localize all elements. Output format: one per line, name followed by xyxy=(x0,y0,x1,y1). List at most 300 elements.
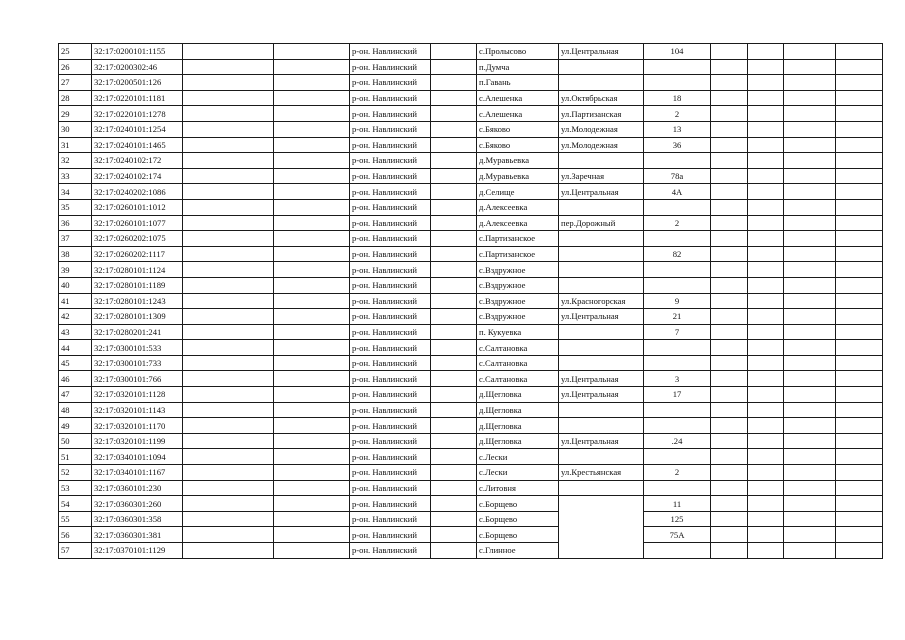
house-number-cell: 4А xyxy=(644,184,711,200)
empty-cell xyxy=(183,309,274,325)
empty-cell xyxy=(274,433,350,449)
empty-cell xyxy=(784,215,836,231)
cadastral-number-cell: 32:17:0240202:1086 xyxy=(92,184,183,200)
street-cell xyxy=(559,355,644,371)
settlement-cell: с.Партизанское xyxy=(477,246,559,262)
row-number-cell: 48 xyxy=(59,402,92,418)
empty-cell xyxy=(836,496,883,512)
empty-cell xyxy=(431,137,477,153)
cadastral-number-cell: 32:17:0200302:46 xyxy=(92,59,183,75)
empty-cell xyxy=(784,153,836,169)
settlement-cell: с.Лески xyxy=(477,465,559,481)
settlement-cell: с.Пролысово xyxy=(477,44,559,60)
row-number-cell: 49 xyxy=(59,418,92,434)
district-cell: р-он. Навлинский xyxy=(350,168,431,184)
empty-cell xyxy=(274,543,350,559)
empty-cell xyxy=(836,59,883,75)
empty-cell xyxy=(784,121,836,137)
district-cell: р-он. Навлинский xyxy=(350,371,431,387)
empty-cell xyxy=(784,309,836,325)
empty-cell xyxy=(784,293,836,309)
empty-cell xyxy=(183,231,274,247)
table-row xyxy=(59,106,883,122)
empty-cell xyxy=(431,199,477,215)
empty-cell xyxy=(183,90,274,106)
empty-cell xyxy=(431,418,477,434)
row-number-cell: 31 xyxy=(59,137,92,153)
cadastral-number-cell: 32:17:0340101:1094 xyxy=(92,449,183,465)
empty-cell xyxy=(711,449,748,465)
empty-cell xyxy=(183,44,274,60)
house-number-cell: 2 xyxy=(644,106,711,122)
empty-cell xyxy=(836,121,883,137)
settlement-cell: с.Вздружное xyxy=(477,293,559,309)
street-cell: ул.Центральная xyxy=(559,44,644,60)
empty-cell xyxy=(431,121,477,137)
empty-cell xyxy=(711,309,748,325)
cadastral-number-cell: 32:17:0260101:1077 xyxy=(92,215,183,231)
empty-cell xyxy=(748,246,784,262)
district-cell: р-он. Навлинский xyxy=(350,543,431,559)
empty-cell xyxy=(183,387,274,403)
street-cell xyxy=(559,496,644,512)
empty-cell xyxy=(784,90,836,106)
district-cell: р-он. Навлинский xyxy=(350,121,431,137)
row-number-cell: 52 xyxy=(59,465,92,481)
empty-cell xyxy=(711,215,748,231)
empty-cell xyxy=(711,246,748,262)
street-cell xyxy=(559,418,644,434)
empty-cell xyxy=(784,449,836,465)
empty-cell xyxy=(431,527,477,543)
empty-cell xyxy=(748,449,784,465)
empty-cell xyxy=(274,496,350,512)
district-cell: р-он. Навлинский xyxy=(350,449,431,465)
house-number-cell xyxy=(644,418,711,434)
table-row xyxy=(59,215,883,231)
empty-cell xyxy=(748,231,784,247)
empty-cell xyxy=(711,387,748,403)
empty-cell xyxy=(274,199,350,215)
street-cell: ул.Молодежная xyxy=(559,121,644,137)
district-cell: р-он. Навлинский xyxy=(350,465,431,481)
table-row xyxy=(59,340,883,356)
district-cell: р-он. Навлинский xyxy=(350,527,431,543)
district-cell: р-он. Навлинский xyxy=(350,387,431,403)
empty-cell xyxy=(836,355,883,371)
settlement-cell: д.Селище xyxy=(477,184,559,200)
district-cell: р-он. Навлинский xyxy=(350,402,431,418)
empty-cell xyxy=(784,262,836,278)
empty-cell xyxy=(274,215,350,231)
empty-cell xyxy=(784,543,836,559)
house-number-cell xyxy=(644,262,711,278)
empty-cell xyxy=(748,184,784,200)
table-row xyxy=(59,59,883,75)
district-cell: р-он. Навлинский xyxy=(350,511,431,527)
empty-cell xyxy=(836,433,883,449)
cadastral-number-cell: 32:17:0240101:1465 xyxy=(92,137,183,153)
row-number-cell: 28 xyxy=(59,90,92,106)
empty-cell xyxy=(784,44,836,60)
empty-cell xyxy=(711,184,748,200)
house-number-cell: 36 xyxy=(644,137,711,153)
district-cell: р-он. Навлинский xyxy=(350,355,431,371)
row-number-cell: 35 xyxy=(59,199,92,215)
table-row xyxy=(59,262,883,278)
empty-cell xyxy=(431,90,477,106)
cadastral-number-cell: 32:17:0220101:1181 xyxy=(92,90,183,106)
cadastral-number-cell: 32:17:0370101:1129 xyxy=(92,543,183,559)
row-number-cell: 42 xyxy=(59,309,92,325)
empty-cell xyxy=(836,418,883,434)
house-number-cell: 9 xyxy=(644,293,711,309)
empty-cell xyxy=(711,199,748,215)
cadastral-number-cell: 32:17:0260101:1012 xyxy=(92,199,183,215)
table-row xyxy=(59,168,883,184)
house-number-cell: 2 xyxy=(644,465,711,481)
empty-cell xyxy=(183,293,274,309)
cadastral-number-cell: 32:17:0340101:1167 xyxy=(92,465,183,481)
empty-cell xyxy=(183,168,274,184)
empty-cell xyxy=(183,199,274,215)
empty-cell xyxy=(274,371,350,387)
empty-cell xyxy=(748,168,784,184)
empty-cell xyxy=(274,324,350,340)
empty-cell xyxy=(431,511,477,527)
empty-cell xyxy=(183,246,274,262)
empty-cell xyxy=(748,465,784,481)
row-number-cell: 45 xyxy=(59,355,92,371)
empty-cell xyxy=(183,106,274,122)
house-number-cell xyxy=(644,231,711,247)
district-cell: р-он. Навлинский xyxy=(350,199,431,215)
district-cell: р-он. Навлинский xyxy=(350,246,431,262)
cadastral-number-cell: 32:17:0280101:1243 xyxy=(92,293,183,309)
table-row xyxy=(59,44,883,60)
empty-cell xyxy=(274,277,350,293)
house-number-cell: 125 xyxy=(644,511,711,527)
empty-cell xyxy=(183,449,274,465)
empty-cell xyxy=(431,480,477,496)
empty-cell xyxy=(711,496,748,512)
empty-cell xyxy=(711,340,748,356)
street-cell: ул.Центральная xyxy=(559,387,644,403)
empty-cell xyxy=(784,355,836,371)
house-number-cell: 11 xyxy=(644,496,711,512)
empty-cell xyxy=(836,277,883,293)
house-number-cell: 75А xyxy=(644,527,711,543)
empty-cell xyxy=(836,199,883,215)
empty-cell xyxy=(183,184,274,200)
empty-cell xyxy=(274,387,350,403)
row-number-cell: 53 xyxy=(59,480,92,496)
empty-cell xyxy=(431,215,477,231)
empty-cell xyxy=(836,511,883,527)
empty-cell xyxy=(711,153,748,169)
empty-cell xyxy=(183,121,274,137)
empty-cell xyxy=(274,418,350,434)
empty-cell xyxy=(748,527,784,543)
table-row xyxy=(59,137,883,153)
empty-cell xyxy=(274,184,350,200)
empty-cell xyxy=(274,231,350,247)
street-cell xyxy=(559,277,644,293)
table-row xyxy=(59,153,883,169)
cadastral-number-cell: 32:17:0320101:1143 xyxy=(92,402,183,418)
empty-cell xyxy=(431,106,477,122)
empty-cell xyxy=(711,121,748,137)
empty-cell xyxy=(183,355,274,371)
settlement-cell: с.Салтановка xyxy=(477,340,559,356)
empty-cell xyxy=(431,387,477,403)
empty-cell xyxy=(784,246,836,262)
empty-cell xyxy=(711,90,748,106)
empty-cell xyxy=(748,371,784,387)
empty-cell xyxy=(836,527,883,543)
house-number-cell xyxy=(644,340,711,356)
house-number-cell xyxy=(644,543,711,559)
house-number-cell: 2 xyxy=(644,215,711,231)
empty-cell xyxy=(748,355,784,371)
district-cell: р-он. Навлинский xyxy=(350,277,431,293)
empty-cell xyxy=(711,433,748,449)
empty-cell xyxy=(748,277,784,293)
empty-cell xyxy=(836,153,883,169)
table-row xyxy=(59,75,883,91)
empty-cell xyxy=(183,371,274,387)
cadastral-number-cell: 32:17:0320101:1199 xyxy=(92,433,183,449)
empty-cell xyxy=(784,199,836,215)
empty-cell xyxy=(183,511,274,527)
table-row xyxy=(59,433,883,449)
street-cell xyxy=(559,511,644,527)
house-number-cell: 21 xyxy=(644,309,711,325)
empty-cell xyxy=(183,402,274,418)
settlement-cell: с.Алешенка xyxy=(477,106,559,122)
empty-cell xyxy=(711,59,748,75)
empty-cell xyxy=(431,231,477,247)
empty-cell xyxy=(711,355,748,371)
cadastral-number-cell: 32:17:0360101:230 xyxy=(92,480,183,496)
table-row xyxy=(59,543,883,559)
row-number-cell: 47 xyxy=(59,387,92,403)
settlement-cell: с.Лески xyxy=(477,449,559,465)
empty-cell xyxy=(274,44,350,60)
street-cell: ул.Центральная xyxy=(559,433,644,449)
row-number-cell: 32 xyxy=(59,153,92,169)
empty-cell xyxy=(748,121,784,137)
empty-cell xyxy=(183,527,274,543)
empty-cell xyxy=(836,480,883,496)
empty-cell xyxy=(431,402,477,418)
district-cell: р-он. Навлинский xyxy=(350,44,431,60)
empty-cell xyxy=(431,153,477,169)
empty-cell xyxy=(836,324,883,340)
empty-cell xyxy=(784,418,836,434)
empty-cell xyxy=(784,168,836,184)
empty-cell xyxy=(274,293,350,309)
empty-cell xyxy=(748,90,784,106)
empty-cell xyxy=(836,137,883,153)
empty-cell xyxy=(431,246,477,262)
row-number-cell: 40 xyxy=(59,277,92,293)
empty-cell xyxy=(431,543,477,559)
settlement-cell: п. Кукуевка xyxy=(477,324,559,340)
registry-table-body xyxy=(59,44,883,559)
cadastral-number-cell: 32:17:0280101:1124 xyxy=(92,262,183,278)
empty-cell xyxy=(274,449,350,465)
row-number-cell: 43 xyxy=(59,324,92,340)
table-row xyxy=(59,387,883,403)
row-number-cell: 30 xyxy=(59,121,92,137)
empty-cell xyxy=(274,402,350,418)
street-cell: ул.Центральная xyxy=(559,309,644,325)
district-cell: р-он. Навлинский xyxy=(350,75,431,91)
empty-cell xyxy=(748,387,784,403)
cadastral-number-cell: 32:17:0260202:1117 xyxy=(92,246,183,262)
house-number-cell xyxy=(644,59,711,75)
table-row xyxy=(59,121,883,137)
row-number-cell: 34 xyxy=(59,184,92,200)
house-number-cell xyxy=(644,153,711,169)
district-cell: р-он. Навлинский xyxy=(350,309,431,325)
empty-cell xyxy=(711,324,748,340)
empty-cell xyxy=(431,59,477,75)
settlement-cell: д.Муравьевка xyxy=(477,168,559,184)
street-cell xyxy=(559,324,644,340)
table-row xyxy=(59,309,883,325)
empty-cell xyxy=(784,465,836,481)
table-row xyxy=(59,277,883,293)
row-number-cell: 29 xyxy=(59,106,92,122)
street-cell: ул.Центральная xyxy=(559,371,644,387)
empty-cell xyxy=(431,324,477,340)
table-row xyxy=(59,324,883,340)
empty-cell xyxy=(836,371,883,387)
empty-cell xyxy=(711,418,748,434)
cadastral-number-cell: 32:17:0240102:174 xyxy=(92,168,183,184)
district-cell: р-он. Навлинский xyxy=(350,184,431,200)
empty-cell xyxy=(274,527,350,543)
empty-cell xyxy=(748,262,784,278)
settlement-cell: п.Гавань xyxy=(477,75,559,91)
district-cell: р-он. Навлинский xyxy=(350,59,431,75)
cadastral-number-cell: 32:17:0280101:1189 xyxy=(92,277,183,293)
empty-cell xyxy=(748,59,784,75)
empty-cell xyxy=(274,309,350,325)
empty-cell xyxy=(836,262,883,278)
empty-cell xyxy=(784,511,836,527)
district-cell: р-он. Навлинский xyxy=(350,215,431,231)
empty-cell xyxy=(836,387,883,403)
empty-cell xyxy=(431,340,477,356)
house-number-cell xyxy=(644,480,711,496)
street-cell xyxy=(559,246,644,262)
cadastral-number-cell: 32:17:0360301:381 xyxy=(92,527,183,543)
settlement-cell: д.Щегловка xyxy=(477,402,559,418)
empty-cell xyxy=(274,355,350,371)
row-number-cell: 44 xyxy=(59,340,92,356)
settlement-cell: д.Щегловка xyxy=(477,387,559,403)
empty-cell xyxy=(274,246,350,262)
empty-cell xyxy=(784,402,836,418)
house-number-cell xyxy=(644,277,711,293)
empty-cell xyxy=(836,309,883,325)
settlement-cell: д.Алексеевка xyxy=(477,199,559,215)
settlement-cell: с.Салтановка xyxy=(477,355,559,371)
empty-cell xyxy=(183,480,274,496)
empty-cell xyxy=(711,137,748,153)
table-row xyxy=(59,184,883,200)
settlement-cell: с.Борщево xyxy=(477,527,559,543)
empty-cell xyxy=(748,199,784,215)
empty-cell xyxy=(748,215,784,231)
empty-cell xyxy=(431,293,477,309)
street-cell xyxy=(559,262,644,278)
empty-cell xyxy=(748,496,784,512)
empty-cell xyxy=(836,44,883,60)
empty-cell xyxy=(183,262,274,278)
empty-cell xyxy=(784,340,836,356)
street-cell xyxy=(559,402,644,418)
table-row xyxy=(59,511,883,527)
house-number-cell: 7 xyxy=(644,324,711,340)
empty-cell xyxy=(183,418,274,434)
empty-cell xyxy=(748,309,784,325)
settlement-cell: с.Бяково xyxy=(477,137,559,153)
empty-cell xyxy=(711,402,748,418)
row-number-cell: 33 xyxy=(59,168,92,184)
empty-cell xyxy=(431,44,477,60)
empty-cell xyxy=(836,402,883,418)
row-number-cell: 50 xyxy=(59,433,92,449)
cadastral-number-cell: 32:17:0200501:126 xyxy=(92,75,183,91)
empty-cell xyxy=(748,75,784,91)
settlement-cell: с.Алешенка xyxy=(477,90,559,106)
cadastral-number-cell: 32:17:0280101:1309 xyxy=(92,309,183,325)
house-number-cell: 3 xyxy=(644,371,711,387)
cadastral-number-cell: 32:17:0280201:241 xyxy=(92,324,183,340)
empty-cell xyxy=(836,449,883,465)
row-number-cell: 46 xyxy=(59,371,92,387)
empty-cell xyxy=(748,402,784,418)
table-row xyxy=(59,246,883,262)
street-cell: ул.Центральная xyxy=(559,184,644,200)
row-number-cell: 57 xyxy=(59,543,92,559)
empty-cell xyxy=(274,106,350,122)
settlement-cell: с.Вздружное xyxy=(477,262,559,278)
empty-cell xyxy=(711,106,748,122)
cadastral-number-cell: 32:17:0260202:1075 xyxy=(92,231,183,247)
house-number-cell: 18 xyxy=(644,90,711,106)
district-cell: р-он. Навлинский xyxy=(350,418,431,434)
empty-cell xyxy=(711,543,748,559)
settlement-cell: с.Бяково xyxy=(477,121,559,137)
house-number-cell: 17 xyxy=(644,387,711,403)
district-cell: р-он. Навлинский xyxy=(350,496,431,512)
empty-cell xyxy=(748,137,784,153)
empty-cell xyxy=(431,309,477,325)
empty-cell xyxy=(784,106,836,122)
empty-cell xyxy=(183,543,274,559)
empty-cell xyxy=(183,277,274,293)
table-row xyxy=(59,355,883,371)
empty-cell xyxy=(274,59,350,75)
empty-cell xyxy=(431,465,477,481)
empty-cell xyxy=(431,371,477,387)
house-number-cell xyxy=(644,402,711,418)
